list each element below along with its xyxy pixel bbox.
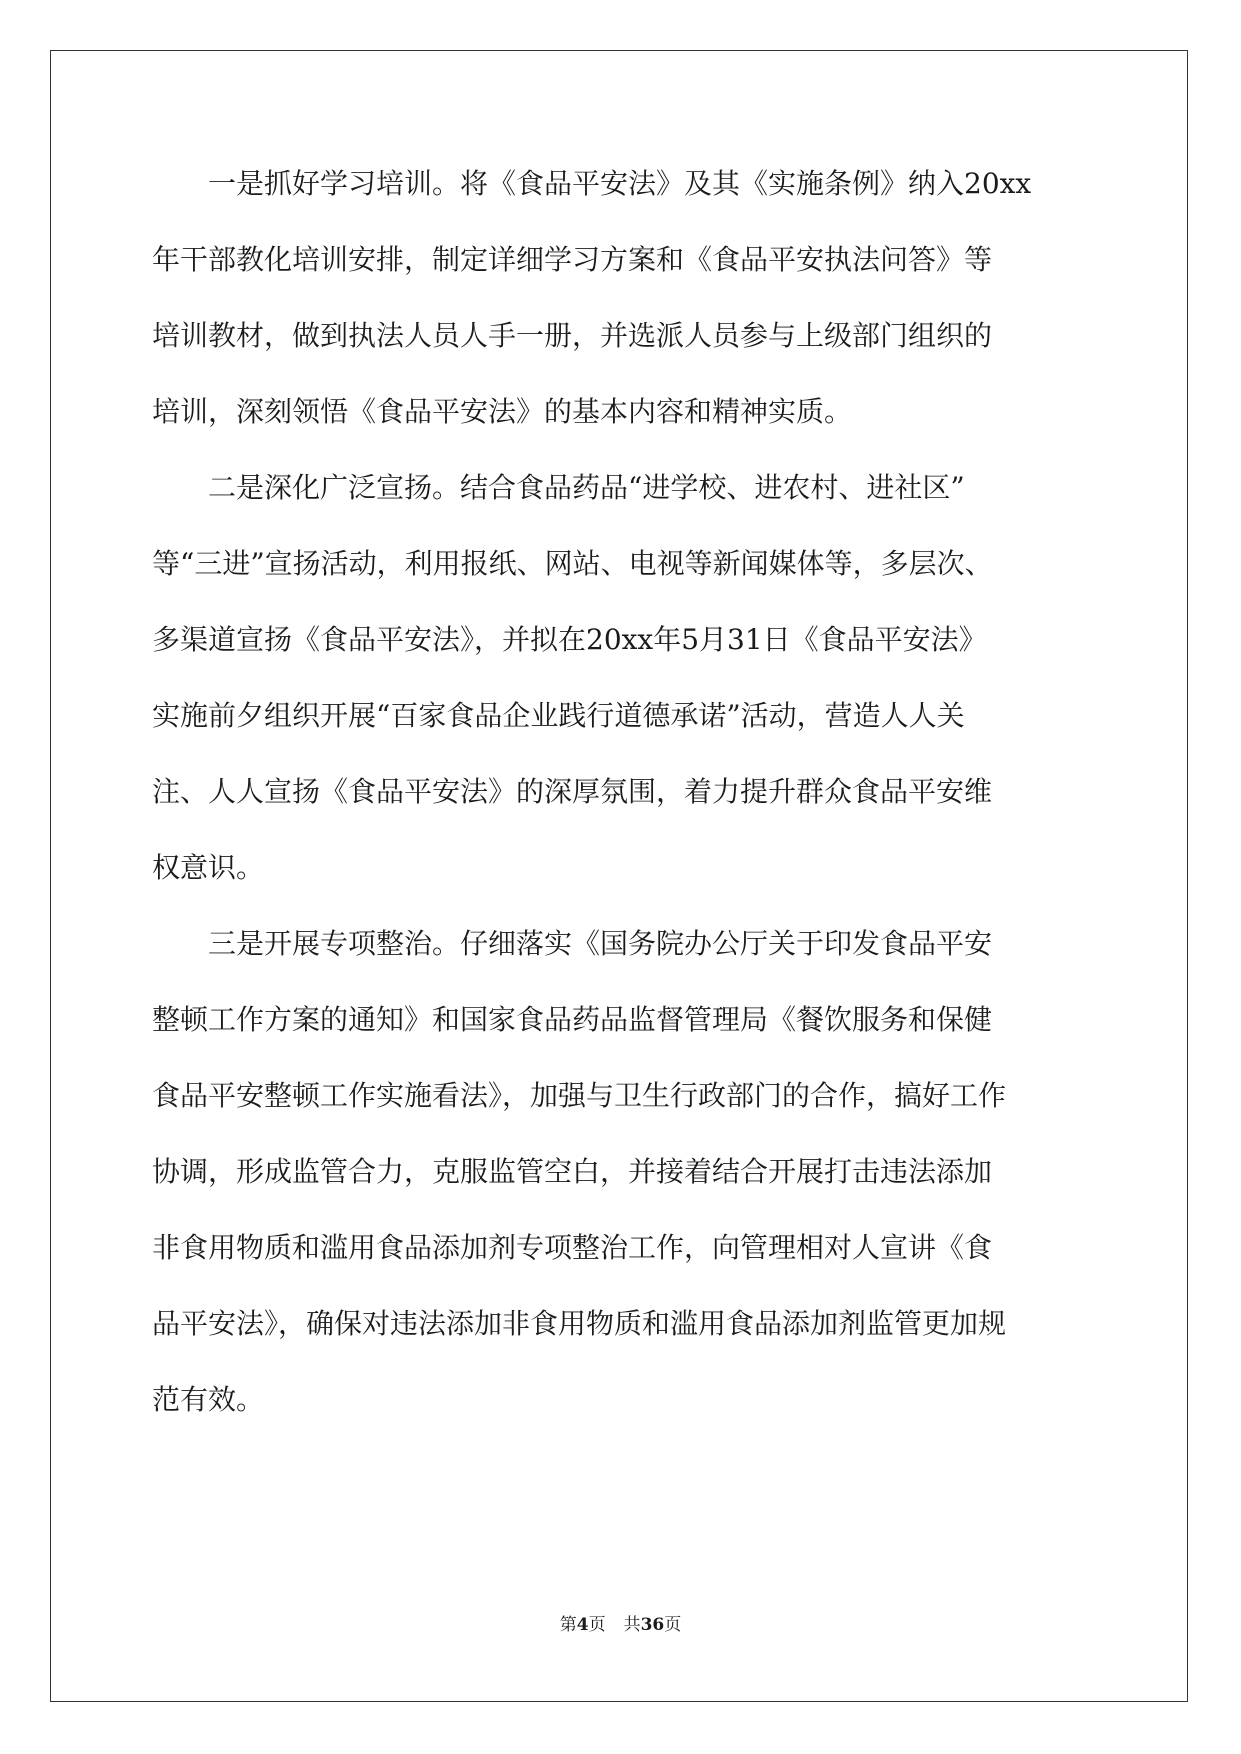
paragraph-3-line-2: 整顿工作方案的通知》和国家食品药品监督管理局《餐饮服务和保健: [152, 1003, 993, 1036]
paragraph-1-line-4: 培训，深刻领悟《食品平安法》的基本内容和精神实质。: [152, 395, 853, 428]
footer-page-suffix: 页: [588, 1615, 606, 1635]
paragraph-3-line-7: 范有效。: [152, 1383, 265, 1416]
footer-total-suffix: 页: [664, 1615, 682, 1635]
paragraph-2-line-3: 多渠道宣扬《食品平安法》，并拟在20xx年5月31日《食品平安法》: [152, 623, 987, 656]
paragraph-1-line-3: 培训教材，做到执法人员人手一册，并选派人员参与上级部门组织的: [152, 319, 993, 352]
footer-page-prefix: 第: [559, 1615, 577, 1635]
footer-total-pages: 36: [640, 1615, 665, 1635]
paragraph-3-line-6: 品平安法》，确保对违法添加非食用物质和滥用食品添加剂监管更加规: [152, 1307, 1007, 1340]
paragraph-3-line-3: 食品平安整顿工作实施看法》，加强与卫生行政部门的合作，搞好工作: [152, 1079, 1007, 1112]
paragraph-2-line-1: 二是深化广泛宣扬。结合食品药品“进学校、进农村、进社区”: [152, 471, 965, 504]
paragraph-2-line-4: 实施前夕组织开展“百家食品企业践行道德承诺”活动，营造人人关: [152, 699, 965, 732]
page-footer: [0, 1614, 1241, 1636]
paragraph-3-line-1: 三是开展专项整治。仔细落实《国务院办公厅关于印发食品平安: [152, 927, 993, 960]
paragraph-3-line-4: 协调，形成监管合力，克服监管空白，并接着结合开展打击违法添加: [152, 1155, 993, 1188]
paragraph-2-line-5: 注、人人宣扬《食品平安法》的深厚氛围，着力提升群众食品平安维: [152, 775, 993, 808]
paragraph-3-line-5: 非食用物质和滥用食品添加剂专项整治工作，向管理相对人宣讲《食: [152, 1231, 993, 1264]
paragraph-1-line-1: 一是抓好学习培训。将《食品平安法》及其《实施条例》纳入20xx: [152, 167, 1032, 200]
footer-page-number: 4: [576, 1615, 589, 1635]
paragraph-1-line-2: 年干部教化培训安排，制定详细学习方案和《食品平安执法问答》等: [152, 243, 993, 276]
paragraph-2-line-6: 权意识。: [152, 851, 265, 884]
footer-total-prefix: 共: [623, 1615, 641, 1635]
paragraph-2-line-2: 等“三进”宣扬活动，利用报纸、网站、电视等新闻媒体等，多层次、: [152, 547, 993, 580]
